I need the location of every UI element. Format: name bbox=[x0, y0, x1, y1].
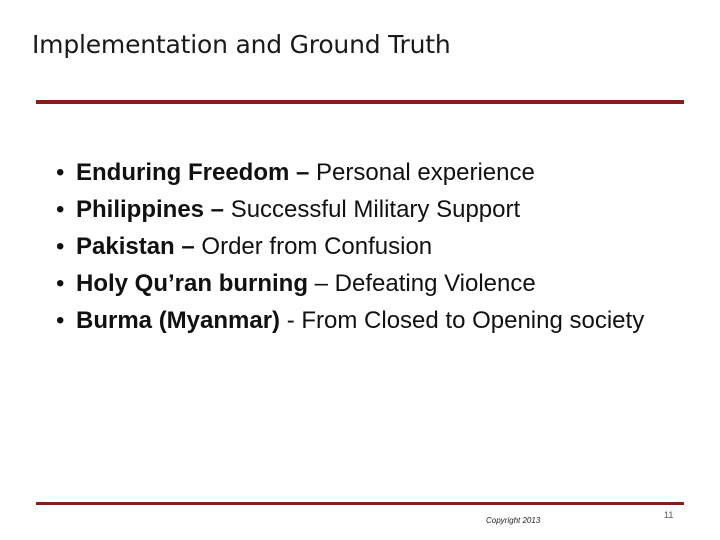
bullet-lead: Pakistan – bbox=[76, 233, 195, 260]
bullet-lead: Burma (Myanmar) bbox=[76, 307, 281, 334]
bullet-lead: Philippines – bbox=[76, 196, 225, 223]
bullet-item bbox=[44, 302, 684, 339]
bullet-item bbox=[44, 154, 684, 191]
bullet-text bbox=[76, 196, 520, 223]
bullet-item bbox=[44, 265, 684, 302]
slide-title: Implementation and Ground Truth bbox=[32, 30, 451, 59]
bullet-item bbox=[44, 191, 684, 228]
bullet-rest: – Defeating Violence bbox=[308, 270, 536, 297]
bullet-rest: Order from Confusion bbox=[194, 233, 433, 260]
bullet-mark: • bbox=[56, 233, 65, 260]
bullet-text bbox=[76, 270, 536, 297]
bullet-text bbox=[76, 307, 644, 334]
bullet-mark: • bbox=[56, 270, 65, 297]
page-number: 11 bbox=[664, 510, 674, 520]
bullet-lead: Enduring Freedom – bbox=[76, 159, 310, 186]
footer-divider bbox=[36, 502, 684, 505]
bullet-mark: • bbox=[56, 159, 65, 186]
bullet-text bbox=[76, 233, 432, 260]
bullet-text bbox=[76, 159, 535, 186]
title-divider bbox=[36, 100, 684, 104]
bullet-mark: • bbox=[56, 196, 65, 223]
bullet-lead: Holy Qu’ran burning bbox=[76, 270, 308, 297]
footer-copyright: Copyright 2013 bbox=[486, 516, 541, 525]
bullet-list bbox=[44, 154, 684, 339]
bullet-rest: Successful Military Support bbox=[224, 196, 521, 223]
bullet-mark: • bbox=[56, 307, 65, 334]
bullet-rest: Personal experience bbox=[309, 159, 535, 186]
bullet-item bbox=[44, 228, 684, 265]
bullet-rest: - From Closed to Opening society bbox=[280, 307, 645, 334]
